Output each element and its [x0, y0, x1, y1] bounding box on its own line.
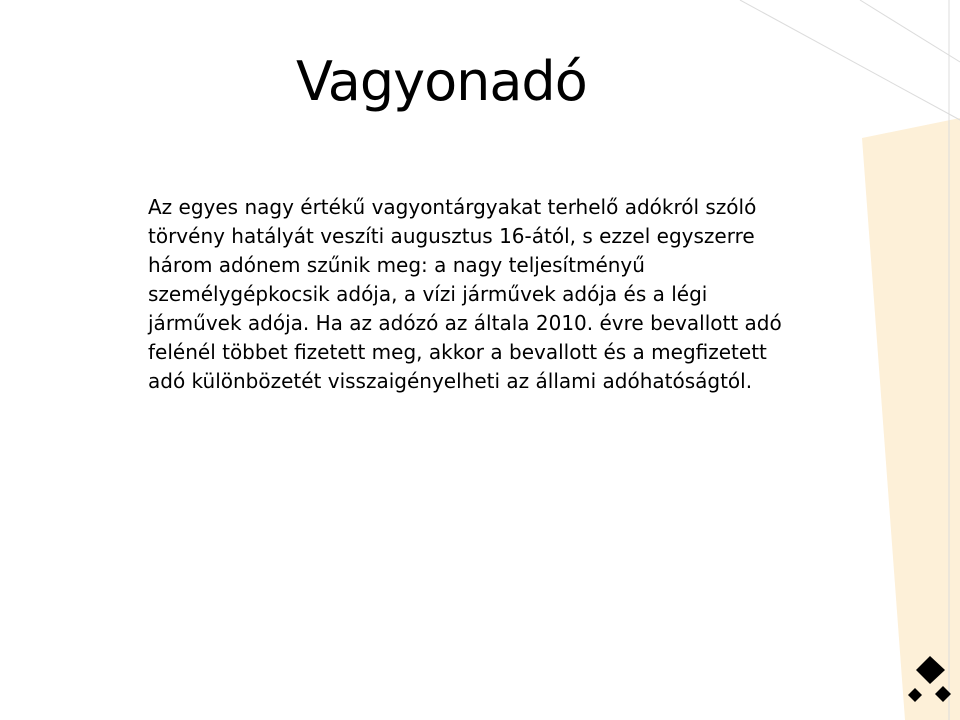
body-line: személygépkocsik adója, a vízi járművek adója és a légi	[148, 282, 708, 306]
slide-body-text	[148, 193, 848, 396]
body-line: Az egyes nagy értékű vagyontárgyakat terhelő adókról szóló	[148, 195, 757, 219]
body-line: három adónem szűnik meg: a nagy teljesítményű	[148, 253, 645, 277]
body-line: felénél többet fizetett meg, akkor a bevallott és a megfizetett	[148, 340, 767, 364]
slide-title: Vagyonadó	[296, 50, 587, 113]
body-line: törvény hatályát veszíti augusztus 16-ától, s ezzel egyszerre	[148, 224, 755, 248]
diagonal-line-top	[740, 0, 960, 120]
body-line: járművek adója. Ha az adózó az általa 2010. évre bevallott adó	[148, 311, 782, 335]
beige-diagonal-band	[862, 118, 960, 720]
diagonal-line-upper	[860, 0, 960, 62]
body-line: adó különbözetét visszaigényelheti az állami adóhatóságtól.	[148, 369, 753, 393]
